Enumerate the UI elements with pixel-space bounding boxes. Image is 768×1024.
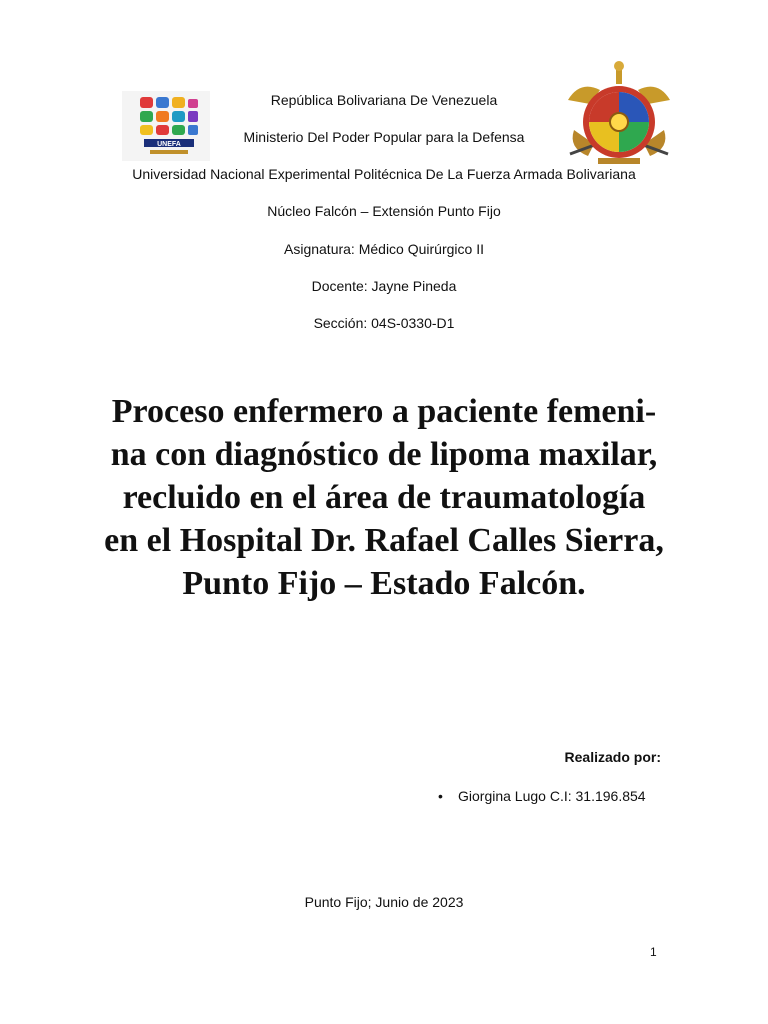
header-section: Sección: 04S-0330-D1 [313, 315, 455, 331]
header-republic: República Bolivariana De Venezuela [270, 92, 498, 108]
header-ministry: Ministerio Del Poder Popular para la Defensa [243, 129, 525, 145]
unefa-crest-emblem [560, 60, 678, 170]
author-name: Giorgina Lugo C.I: 31.196.854 [458, 788, 646, 804]
bullet-icon: • [438, 788, 443, 804]
header-subject: Asignatura: Médico Quirúrgico II [284, 241, 484, 257]
document-title [90, 390, 678, 605]
place-date: Punto Fijo; Junio de 2023 [304, 894, 464, 910]
unefa-logo-text: UNEFA [157, 141, 181, 148]
header-campus: Núcleo Falcón – Extensión Punto Fijo [267, 203, 501, 219]
credits-heading: Realizado por: [564, 749, 661, 765]
page-number: 1 [650, 945, 657, 959]
title-line: en el Hospital Dr. Rafael Calles Sierra, [104, 522, 664, 559]
header-teacher: Docente: Jayne Pineda [311, 278, 457, 294]
author-list-item [438, 787, 646, 805]
title-line: Punto Fijo – Estado Falcón. [182, 565, 586, 602]
title-line: recluido en el área de traumatología [122, 479, 646, 516]
header-university: Universidad Nacional Experimental Politécnica De La Fuerza Armada Bolivariana [132, 166, 636, 182]
title-line: Proceso enfermero a paciente femeni- [111, 393, 657, 430]
title-line: na con diagnóstico de lipoma maxilar, [110, 436, 658, 473]
